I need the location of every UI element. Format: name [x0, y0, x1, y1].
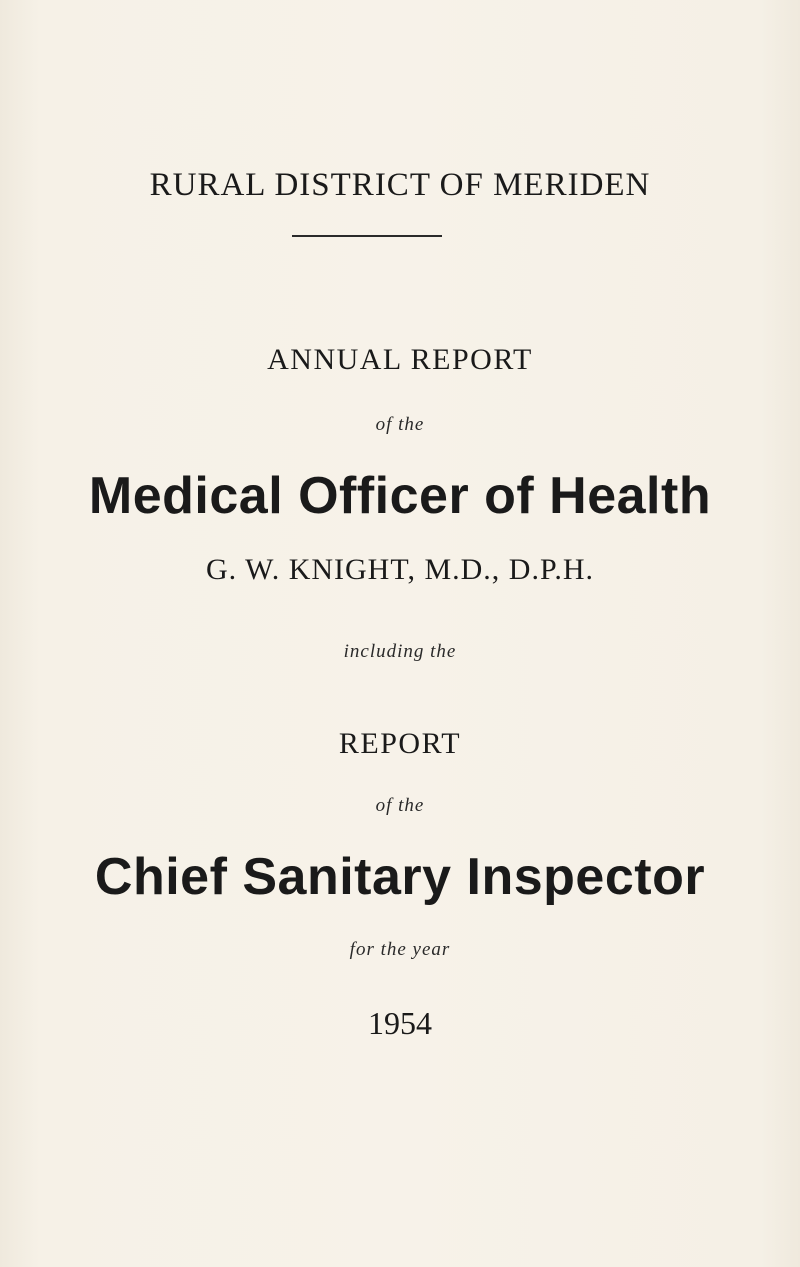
annual-report-heading: ANNUAL REPORT	[267, 343, 533, 376]
including-the-text: including the	[343, 641, 457, 662]
chief-sanitary-inspector-title: Chief Sanitary Inspector	[94, 848, 706, 906]
divider-rule	[292, 235, 442, 237]
report-year: 1954	[368, 1005, 432, 1041]
of-the-text: of the	[375, 414, 425, 435]
for-the-year-text: for the year	[349, 939, 451, 960]
district-title: RURAL DISTRICT OF MERIDEN	[149, 167, 651, 203]
report-heading: REPORT	[338, 727, 462, 760]
of-the-text-2: of the	[375, 795, 425, 816]
medical-officer-title: Medical Officer of Health	[88, 467, 712, 525]
officer-name: G. W. KNIGHT, M.D., D.P.H.	[206, 553, 594, 586]
